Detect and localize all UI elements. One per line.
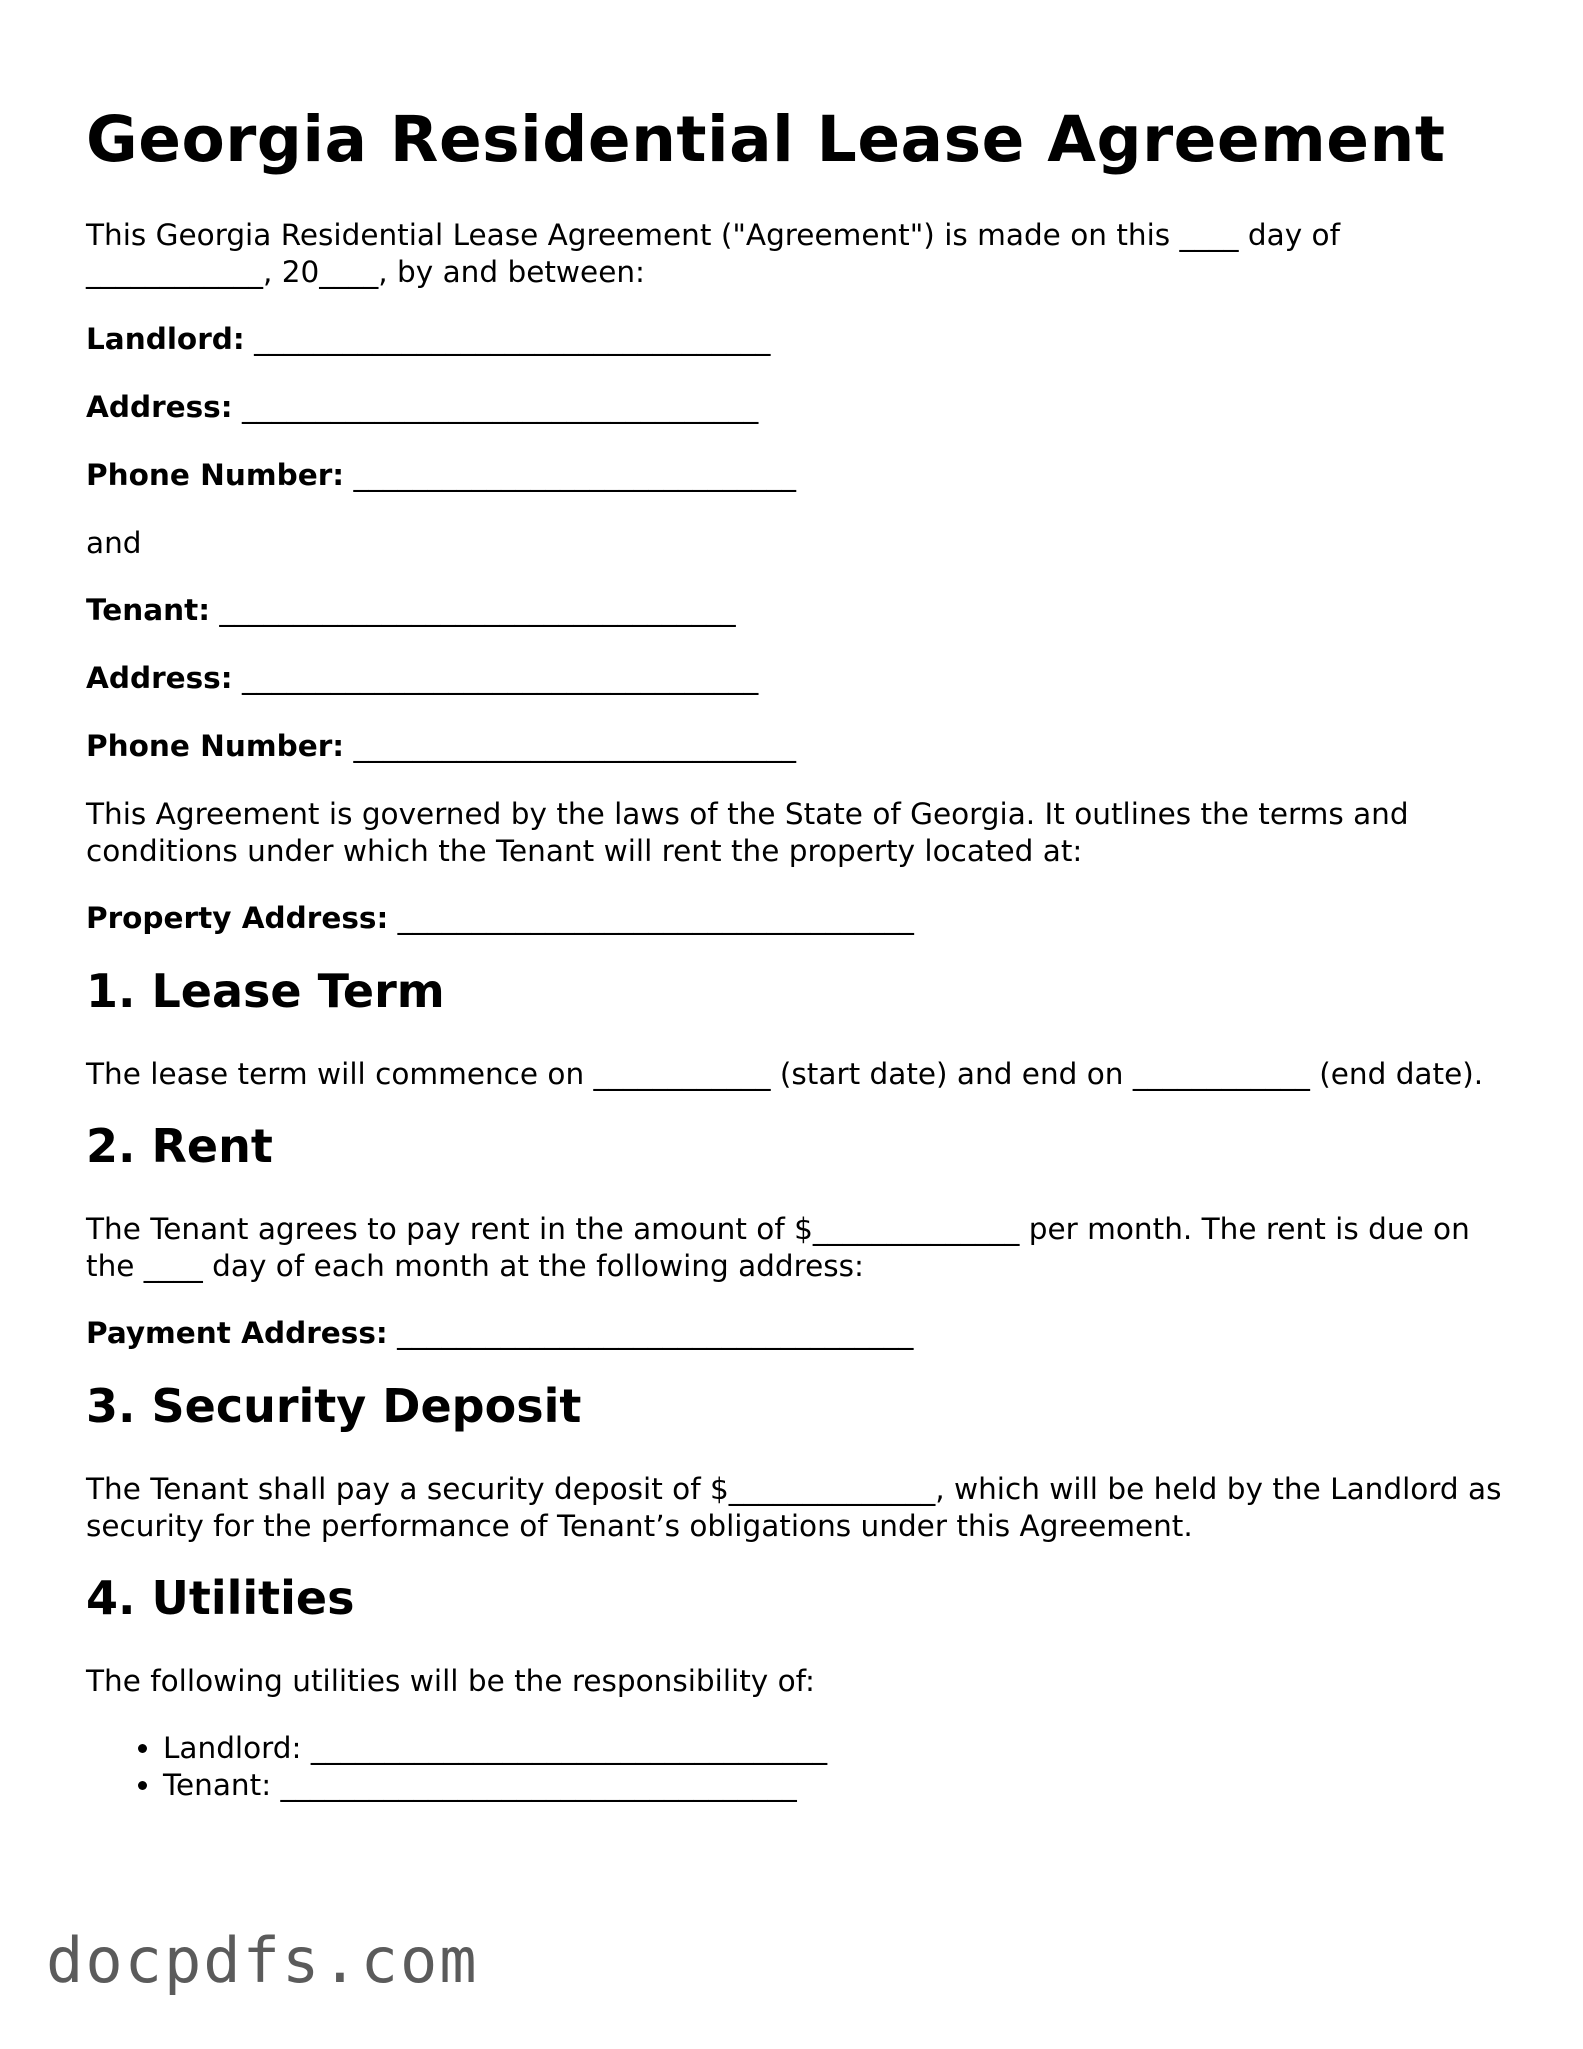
rent-heading: 2. Rent xyxy=(86,1119,273,1173)
tenant-address-field xyxy=(86,660,1506,697)
governing-paragraph: This Agreement is governed by the laws of the State of Georgia. It outlines the terms and conditions under which the Tenant will rent the property located at: xyxy=(86,797,1409,868)
landlord-address-label: Address: xyxy=(86,390,233,424)
utilities-heading: 4. Utilities xyxy=(86,1571,355,1625)
landlord-phone-label: Phone Number: xyxy=(86,458,345,492)
utilities-paragraph: The following utilities will be the responsibility of: xyxy=(86,1664,815,1698)
list-item: • Landlord: ___________________________________ xyxy=(163,1730,1506,1767)
tenant-name-blank: ___________________________________ xyxy=(219,593,736,627)
landlord-name-blank: ___________________________________ xyxy=(254,322,771,356)
utilities-list xyxy=(86,1730,1506,1804)
intro-paragraph: This Georgia Residential Lease Agreement ("Agreement") is made on this ____ day of ____________, 20____, by and between: xyxy=(86,218,1340,289)
payment-address-field xyxy=(86,1315,1506,1352)
payment-address-label: Payment Address: xyxy=(86,1316,388,1350)
property-address-blank: ___________________________________ xyxy=(397,901,914,935)
tenant-phone-blank: ______________________________ xyxy=(353,729,796,763)
security-deposit-heading: 3. Security Deposit xyxy=(86,1379,582,1433)
landlord-phone-field xyxy=(86,457,1506,494)
tenant-name-label: Tenant: xyxy=(86,593,211,627)
lease-term-heading: 1. Lease Term xyxy=(86,964,445,1018)
tenant-address-blank: ___________________________________ xyxy=(241,661,759,695)
landlord-phone-blank: ______________________________ xyxy=(353,458,796,492)
document-page xyxy=(86,103,1506,1804)
tenant-address-label: Address: xyxy=(86,661,233,695)
payment-address-blank: ___________________________________ xyxy=(397,1316,914,1350)
landlord-name-field xyxy=(86,321,1506,358)
property-address-field xyxy=(86,900,1506,937)
tenant-phone-field xyxy=(86,728,1506,765)
security-deposit-paragraph: The Tenant shall pay a security deposit of $______________, which will be held by the Landlord as security for the performance of Tenant’s obligations under this Agreement. xyxy=(86,1472,1502,1543)
landlord-address-blank: ___________________________________ xyxy=(241,390,759,424)
landlord-name-label: Landlord: xyxy=(86,322,245,356)
and-text: and xyxy=(86,526,142,560)
property-address-label: Property Address: xyxy=(86,901,389,935)
landlord-address-field xyxy=(86,389,1506,426)
tenant-phone-label: Phone Number: xyxy=(86,729,345,763)
rent-paragraph: The Tenant agrees to pay rent in the amount of $______________ per month. The rent is due on the ____ day of each month at the following address: xyxy=(86,1212,1470,1283)
tenant-name-field xyxy=(86,592,1506,629)
lease-term-paragraph: The lease term will commence on ____________ (start date) and end on ____________ (end date). xyxy=(86,1057,1484,1091)
list-item: • Tenant: ___________________________________ xyxy=(163,1767,1506,1804)
watermark: docpdfs.com xyxy=(46,1924,479,1997)
document-title: Georgia Residential Lease Agreement xyxy=(86,103,1446,176)
